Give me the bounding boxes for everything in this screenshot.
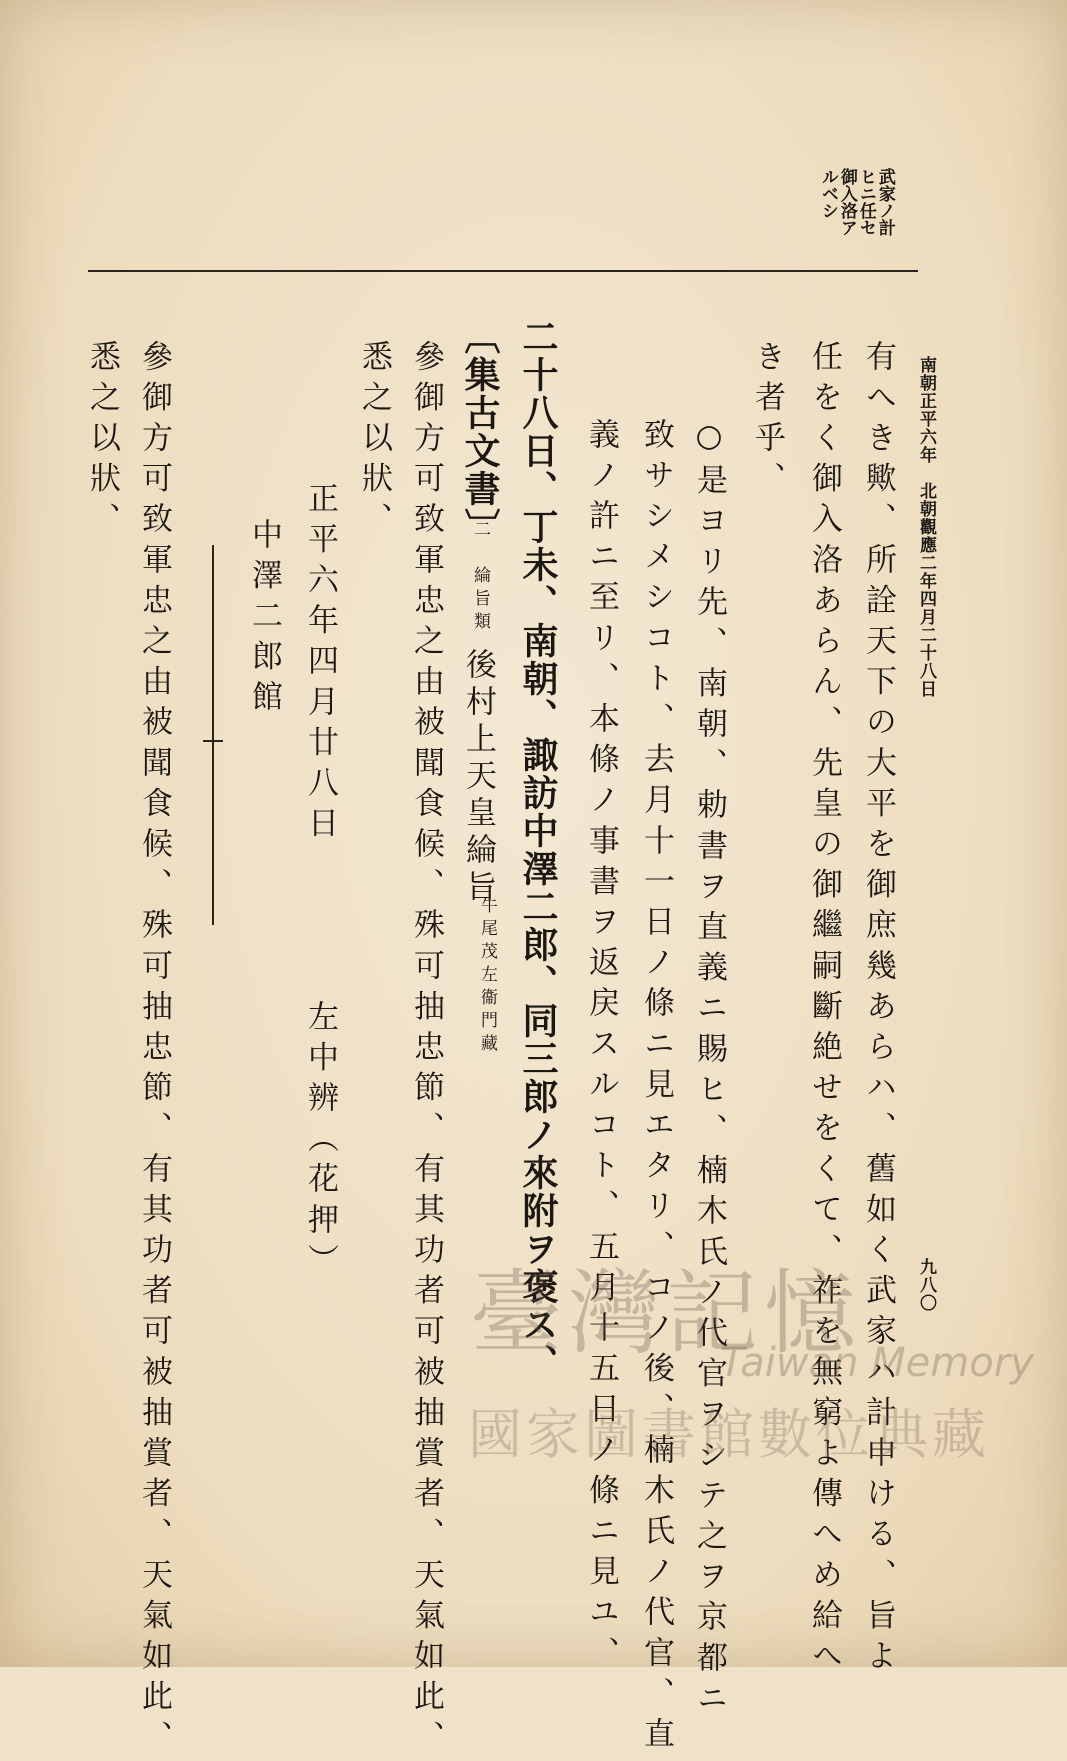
letter2-body-col-1: 參御方可致軍忠之由被聞食候、殊可抽忠節、有其功者可被抽賞者、天氣如此、 [136, 340, 172, 1761]
source-category: 二 綸旨類 [470, 520, 490, 635]
source-document: 後村上天皇綸旨 [460, 648, 496, 907]
watermark-english: Taiwan Memory [720, 1340, 1034, 1386]
letter2-body-col-2: 悉之以狀、 [84, 340, 120, 543]
text-column-5: 致サシメシコト、去月十一日ノ條ニ見エタリ、コノ後、楠木氏ノ代官、直 [638, 418, 674, 1758]
text-column-2: 任をく御入洛あらん、先皇の御繼嗣斷絶せをくて、祚を無窮よ傳へめ給へ [806, 340, 842, 1680]
watermark-logo-script: 臺灣記憶 [470, 1260, 863, 1367]
letter1-signer: 左中辨（花押） [302, 1000, 338, 1285]
text-column-6: 義ノ許ニ至リ、本條ノ事書ヲ返戻スルコト、五月十五日ノ條ニ見ユ、 [583, 418, 619, 1677]
entry-title: 二十八日、丁未、南朝、諏訪中澤二郎、同三郎ノ來附ヲ褒ス、 [517, 318, 559, 1382]
text-column-4: ○是ヨリ先、南朝、勅書ヲ直義ニ賜ヒ、楠木氏ノ代官ヲシテ之ヲ京都ニ [691, 418, 727, 1723]
side-note-col-4: ルベシ [817, 168, 838, 219]
separator-rule [212, 545, 214, 925]
source-title: 〔集古文書〕 [459, 318, 501, 546]
watermark-chinese: 國家圖書館數位典藏 [468, 1403, 990, 1466]
page-number: 九八〇 [916, 1258, 936, 1312]
running-head: 南朝正平六年 北朝觀應二年四月二十八日 [916, 356, 936, 698]
letter1-addressee: 中澤二郎館 [246, 518, 282, 721]
header-rule [88, 270, 918, 272]
letter1-body-col-1: 參御方可致軍忠之由被聞食候、殊可抽忠節、有其功者可被抽賞者、天氣如此、 [408, 340, 444, 1761]
separator-tick [203, 740, 223, 742]
side-note-col-1: 武家ノ計 [874, 168, 895, 236]
text-column-3: き者乎、 [749, 340, 785, 503]
letter1-date: 正平六年四月廿八日 [302, 482, 338, 848]
side-note-col-2: ヒニ任セ [855, 168, 876, 236]
source-holder: 牛尾茂左衞門藏 [477, 896, 497, 1057]
text-column-1: 有へき歟、所詮天下の大平を御庶幾あらハ、舊如く武家ハ計申ける、旨よ [860, 340, 896, 1680]
letter1-body-col-2: 悉之以狀、 [356, 340, 392, 543]
side-note-col-3: 御入洛ア [836, 168, 857, 236]
